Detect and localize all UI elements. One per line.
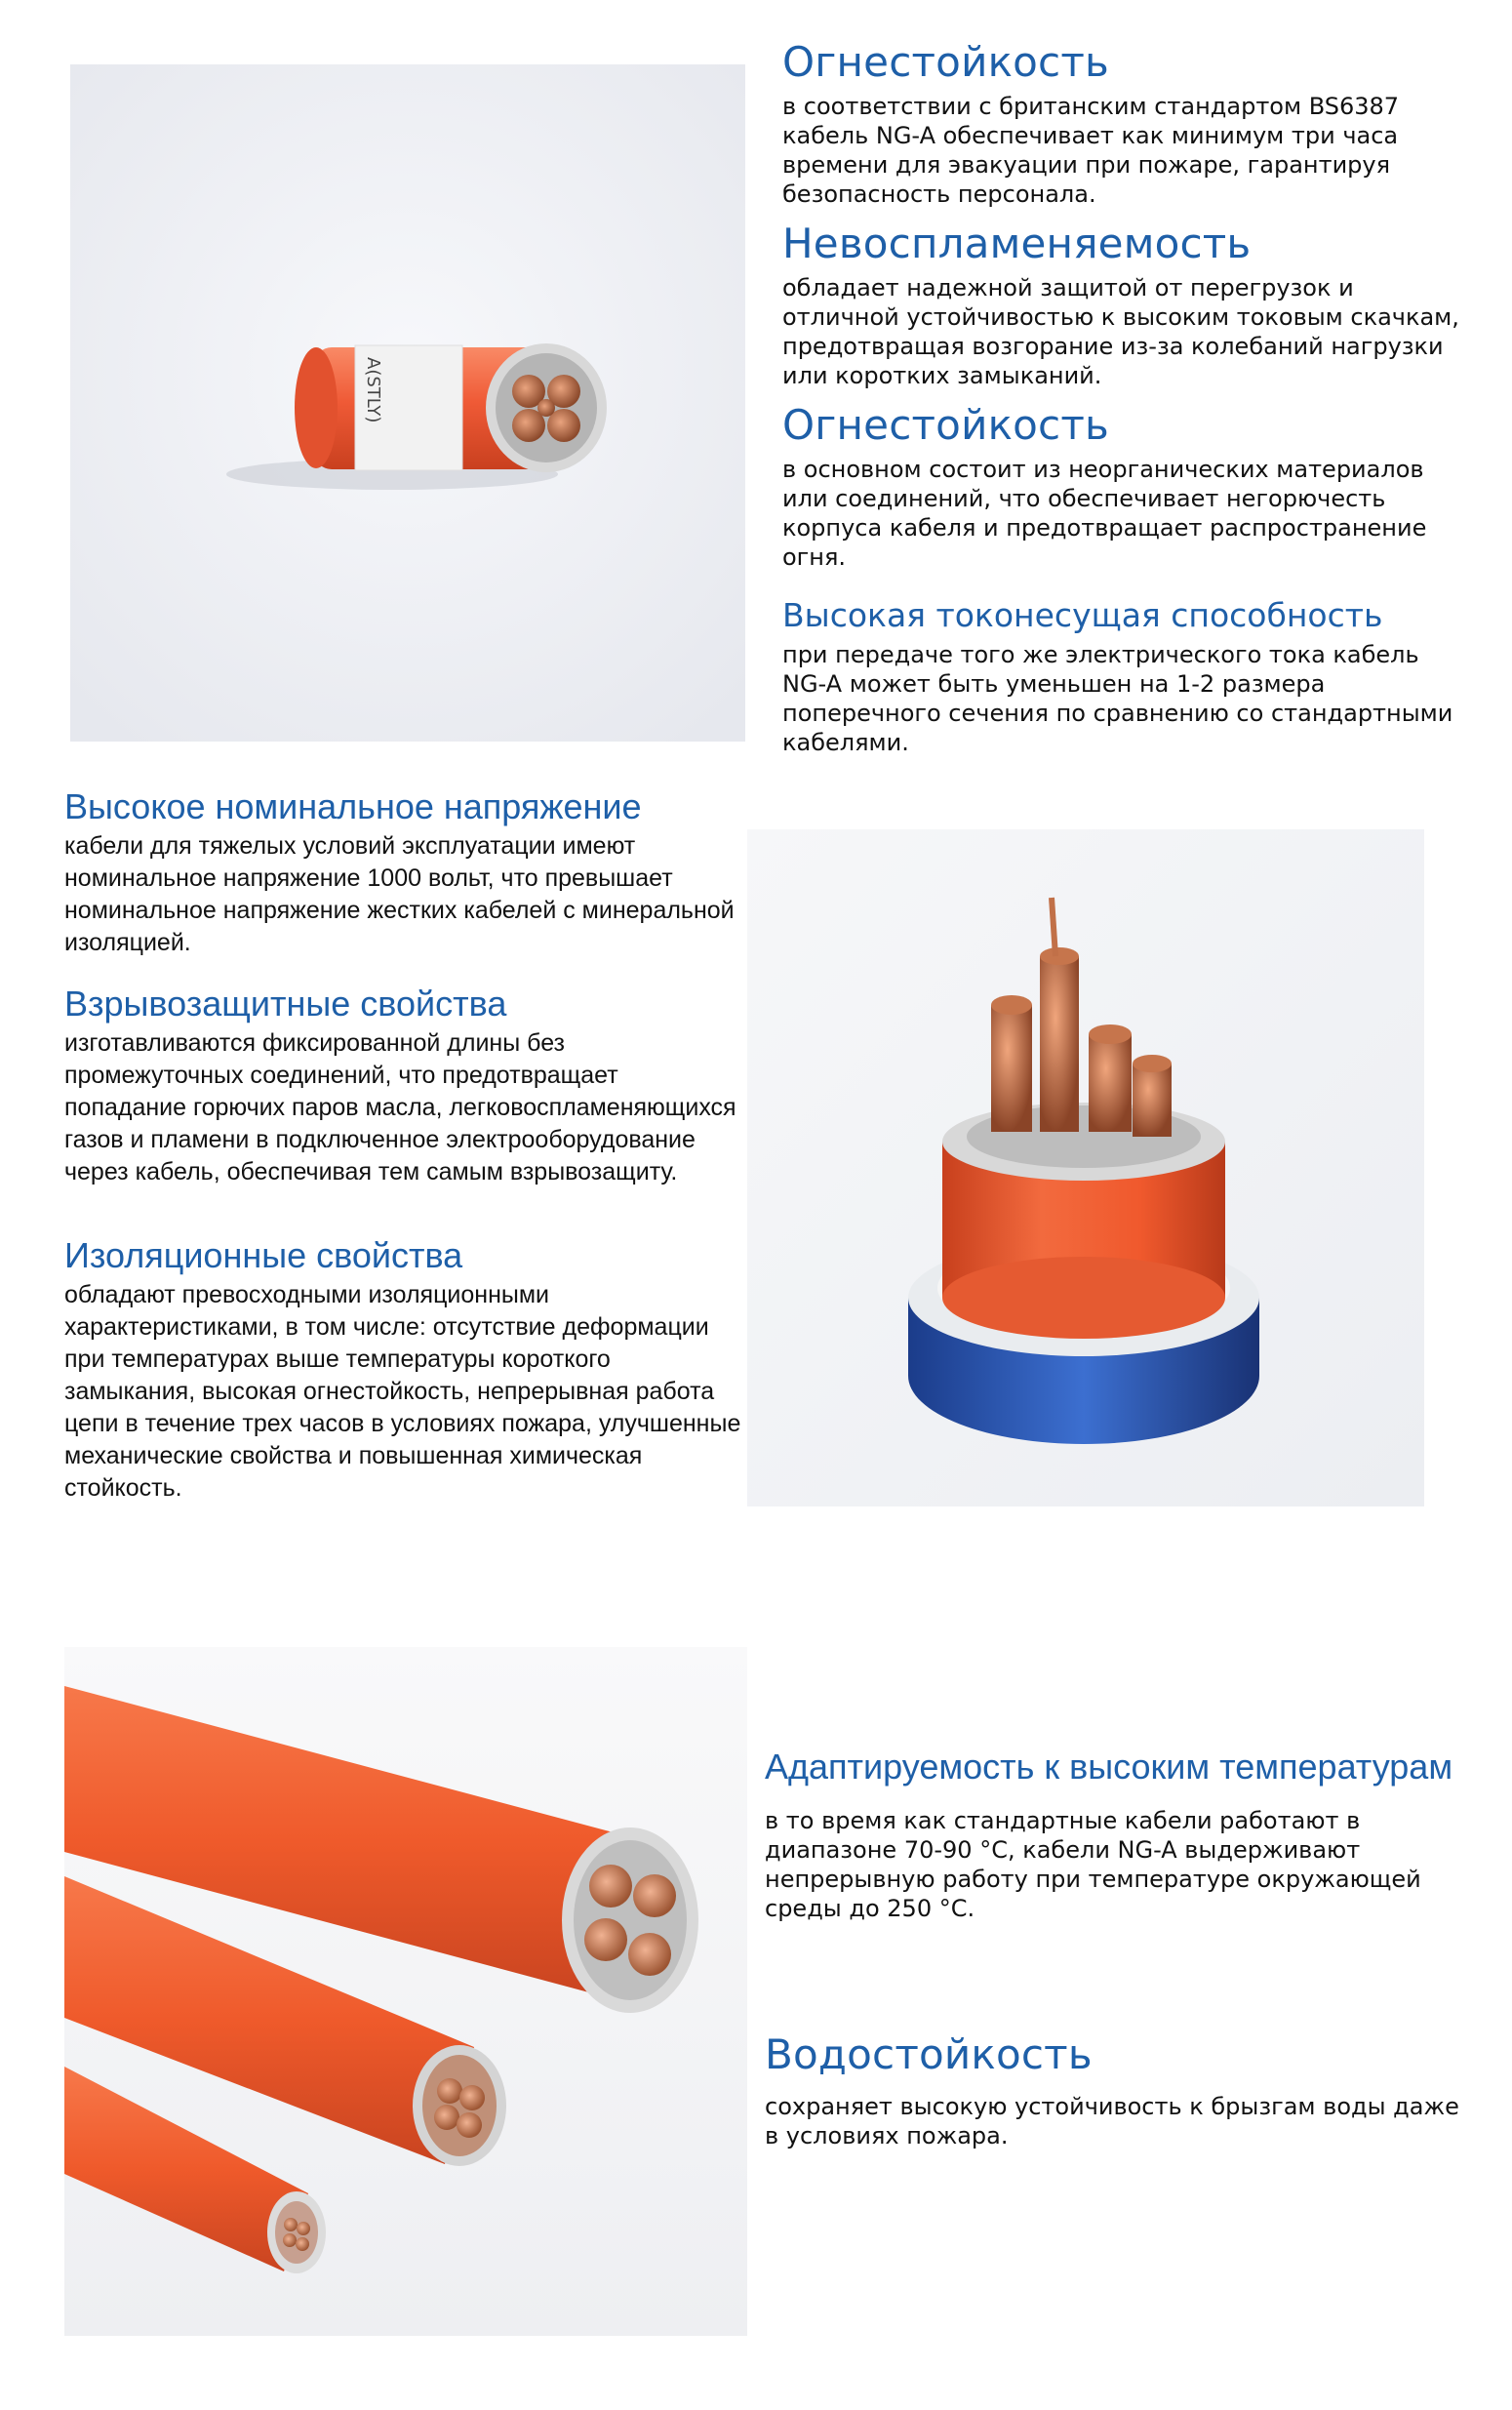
feature-title: Невоспламеняемость	[782, 220, 1252, 267]
feature-insulation	[64, 1235, 747, 1505]
feature-description: кабели для тяжелых условий эксплуатации имеют номинальное напряжение 1000 вольт, что превышает номинальное напряжение жестких кабелей с минеральной изоляцией.	[64, 832, 735, 957]
orange-cables-photo	[64, 1647, 747, 2336]
feature-description: в соответствии с британским стандартом BS6387 кабель NG-A обеспечивает как минимум три часа времени для эвакуации при пожаре, гарантируя безопасность персонала.	[782, 93, 1400, 209]
feature-description: сохраняет высокую устойчивость к брызгам воды даже в условиях пожара.	[765, 2093, 1459, 2150]
feature-current-capacity	[782, 597, 1465, 757]
feature-rated-voltage	[64, 786, 737, 959]
feature-title: Изоляционные свойства	[64, 1235, 463, 1275]
cable-label-text: A(STLY)	[363, 357, 383, 423]
feature-description: обладают превосходными изоляционными характеристиками, в том числе: отсутствие деформации при температурах выше температуры короткого замыкания, высокая огнестойкость, непрерывная работа цепи в течение трех часов в условиях пожара, улучшенные механические свойства и повышенная химическая стойкость.	[64, 1281, 741, 1503]
feature-explosion-proof	[64, 984, 737, 1188]
feature-water-resistance	[765, 2031, 1467, 2150]
cable-segment-photo	[70, 64, 745, 742]
feature-high-temperature	[765, 1747, 1467, 1923]
feature-title: Высокая токонесущая способность	[782, 596, 1383, 634]
feature-title: Водостойкость	[765, 2030, 1093, 2078]
feature-title: Взрывозащитные свойства	[64, 984, 507, 1024]
feature-title: Адаптируемость к высоким температурам	[765, 1747, 1453, 1787]
feature-title: Высокое номинальное напряжение	[64, 786, 642, 826]
feature-description: изготавливаются фиксированной длины без промежуточных соединений, что предотвращает попадание горючих паров масла, легковоспламеняющихся газов и пламени в подключенное электрооборудование через кабель, обеспечивая тем самым взрывозащиту.	[64, 1029, 736, 1186]
feature-fire-resistance-1	[782, 39, 1465, 209]
feature-title: Огнестойкость	[782, 38, 1109, 86]
feature-non-flammability	[782, 221, 1465, 390]
stripped-cable-photo	[747, 829, 1424, 1506]
feature-description: при передаче того же электрического тока кабель NG-A может быть уменьшен на 1-2 размера поперечного сечения по сравнению со стандартными кабелями.	[782, 640, 1453, 756]
feature-description: в основном состоит из неорганических материалов или соединений, что обеспечивает негорючесть корпуса кабеля и предотвращает распространение огня.	[782, 456, 1427, 572]
feature-title: Огнестойкость	[782, 401, 1109, 449]
feature-description: в то время как стандартные кабели работают в диапазоне 70-90 °C, кабели NG-A выдерживают непрерывную работу при температуре окружающей среды до 250 °C.	[765, 1807, 1421, 1923]
feature-description: обладает надежной защитой от перегрузок и отличной устойчивостью к высоким токовым скачкам, предотвращая возгорание из-за колебаний нагрузки или коротких замыканий.	[782, 274, 1459, 390]
feature-fire-resistance-2	[782, 402, 1465, 572]
